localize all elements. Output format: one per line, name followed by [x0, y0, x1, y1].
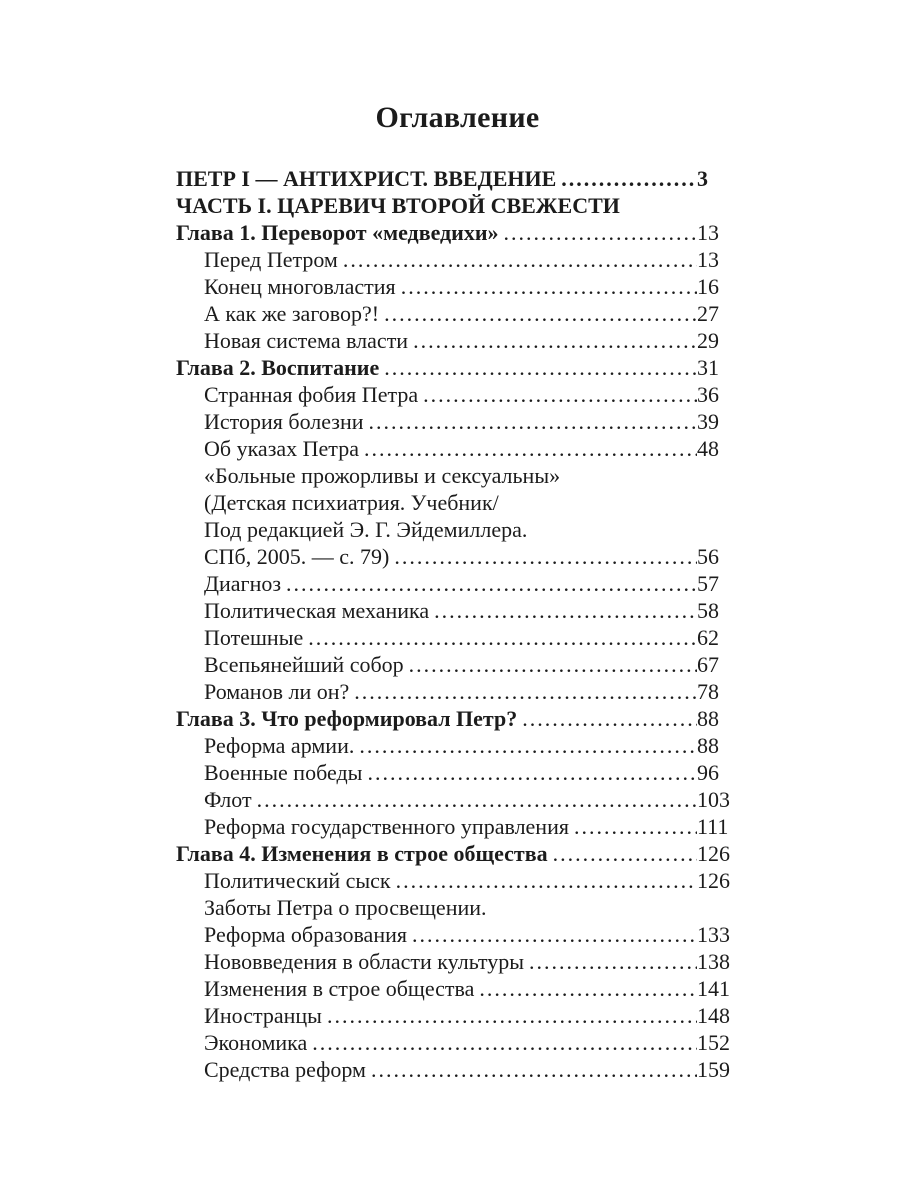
toc-leader-dots: [561, 165, 697, 192]
toc-entry: [176, 678, 739, 705]
toc-entry-label: Реформа образования: [204, 922, 407, 947]
toc-entry: [176, 651, 739, 678]
toc-entry: [176, 948, 739, 975]
toc-entry: [176, 300, 739, 327]
toc-content: [176, 0, 739, 1083]
toc-entry-label: Странная фобия Петра: [204, 382, 419, 407]
toc-entry: [176, 516, 739, 543]
toc-entry-page: 126: [697, 868, 730, 893]
toc-entry-page: 159: [697, 1057, 730, 1082]
toc-leader-dots: [553, 840, 697, 867]
toc-entry: [176, 435, 739, 462]
toc-entry-label: Глава 1. Переворот «медведихи»: [176, 220, 499, 245]
toc-entry-page: 103: [697, 787, 730, 812]
toc-entry: [176, 840, 739, 867]
toc-entry-page: 27: [697, 301, 719, 326]
toc-entry-label: Об указах Петра: [204, 436, 359, 461]
toc-leader-dots: [371, 1056, 697, 1083]
toc-leader-dots: [479, 975, 697, 1002]
toc-entry-label: История болезни: [204, 409, 364, 434]
toc-entry: [176, 273, 739, 300]
toc-leader-dots: [286, 570, 697, 597]
toc-entry-page: 13: [697, 247, 719, 272]
toc-entry-page: 138: [697, 949, 730, 974]
toc-entry: [176, 543, 739, 570]
toc-entry-page: 3: [697, 166, 708, 191]
toc-entry-label: (Детская психиатрия. Учебник/: [204, 490, 499, 515]
toc-entry-label: Глава 2. Воспитание: [176, 355, 380, 380]
toc-leader-dots: [367, 759, 697, 786]
toc-entry-label: Всепьянейший собор: [204, 652, 404, 677]
toc-entry-label: Новая система власти: [204, 328, 409, 353]
toc-entry: [176, 1029, 739, 1056]
toc-entry: [176, 921, 739, 948]
toc-entry-label: Военные победы: [204, 760, 363, 785]
toc-leader-dots: [359, 732, 697, 759]
toc-entry: [176, 327, 739, 354]
toc-entry-page: 88: [697, 706, 719, 731]
toc-leader-dots: [412, 921, 697, 948]
toc-entry-page: 29: [697, 328, 719, 353]
toc-entry-page: 31: [697, 355, 719, 380]
toc-entry-label: Иностранцы: [204, 1003, 322, 1028]
toc-leader-dots: [364, 435, 697, 462]
toc-leader-dots: [522, 705, 697, 732]
toc-entry: [176, 246, 739, 273]
toc-entry-label: Под редакцией Э. Г. Эйдемиллера.: [204, 517, 528, 542]
toc-leader-dots: [327, 1002, 697, 1029]
toc-entry: [176, 489, 739, 516]
toc-leader-dots: [413, 327, 697, 354]
toc-entry: [176, 975, 739, 1002]
toc-leader-dots: [257, 786, 697, 813]
toc-entry-label: Перед Петром: [204, 247, 338, 272]
toc-entry: [176, 894, 739, 921]
toc-leader-dots: [384, 300, 697, 327]
toc-entry: [176, 813, 739, 840]
toc-entry: [176, 705, 739, 732]
toc-entry: [176, 624, 739, 651]
toc-entry-page: 56: [697, 544, 719, 569]
toc-entry-label: Политический сыск: [204, 868, 391, 893]
toc-leader-dots: [343, 246, 697, 273]
toc-leader-dots: [396, 867, 697, 894]
toc-entry-page: 36: [697, 382, 719, 407]
toc-leader-dots: [409, 651, 697, 678]
toc-entry: [176, 1002, 739, 1029]
toc-entry: [176, 786, 739, 813]
toc-entry-page: 16: [697, 274, 719, 299]
toc-leader-dots: [504, 219, 697, 246]
toc-entry-label: Романов ли он?: [204, 679, 350, 704]
toc-entry-page: 78: [697, 679, 719, 704]
toc-entry-label: Заботы Петра о просвещении.: [204, 895, 487, 920]
toc-entry-label: Глава 4. Изменения в строе общества: [176, 841, 548, 866]
toc-entry-page: 111: [697, 814, 729, 839]
toc-leader-dots: [423, 381, 697, 408]
toc-entry-page: 148: [697, 1003, 730, 1028]
toc-entry-page: 133: [697, 922, 730, 947]
toc-leader-dots: [394, 543, 697, 570]
toc-entry-label: «Больные прожорливы и сексуальны»: [204, 463, 561, 488]
toc-entry: [176, 462, 739, 489]
toc-leader-dots: [354, 678, 697, 705]
toc-entry-page: 48: [697, 436, 719, 461]
toc-entry-label: Флот: [204, 787, 252, 812]
toc-entry-page: 58: [697, 598, 719, 623]
toc-entry-label: Реформа армии.: [204, 733, 355, 758]
toc-leader-dots: [401, 273, 697, 300]
toc-entry-page: 126: [697, 841, 730, 866]
toc-entry-page: 67: [697, 652, 719, 677]
toc-entry-label: Средства реформ: [204, 1057, 366, 1082]
toc-entry-page: 57: [697, 571, 719, 596]
toc-leader-dots: [529, 948, 697, 975]
toc-entry-label: Реформа государственного управления: [204, 814, 569, 839]
toc-entry: [176, 1056, 739, 1083]
toc-list: [176, 165, 739, 1083]
toc-entry: [176, 408, 739, 435]
toc-entry-label: ПЕТР I — АНТИХРИСТ. ВВЕДЕНИЕ: [176, 166, 557, 191]
toc-entry: [176, 192, 739, 219]
toc-entry-label: ЧАСТЬ I. ЦАРЕВИЧ ВТОРОЙ СВЕЖЕСТИ: [176, 193, 620, 218]
toc-entry-page: 96: [697, 760, 719, 785]
toc-entry: [176, 867, 739, 894]
toc-leader-dots: [312, 1029, 697, 1056]
toc-entry: [176, 597, 739, 624]
toc-entry-page: 13: [697, 220, 719, 245]
toc-leader-dots: [384, 354, 697, 381]
toc-entry-page: 152: [697, 1030, 730, 1055]
toc-entry: [176, 381, 739, 408]
toc-entry-label: Нововведения в области культуры: [204, 949, 524, 974]
toc-entry: [176, 165, 739, 192]
toc-entry: [176, 570, 739, 597]
toc-entry-page: 141: [697, 976, 730, 1001]
toc-entry: [176, 219, 739, 246]
toc-entry-page: 39: [697, 409, 719, 434]
toc-entry-label: Экономика: [204, 1030, 308, 1055]
page-title: Оглавление: [375, 101, 540, 134]
toc-entry-label: Изменения в строе общества: [204, 976, 475, 1001]
toc-entry-label: А как же заговор?!: [204, 301, 380, 326]
toc-entry-label: Диагноз: [204, 571, 282, 596]
toc-leader-dots: [369, 408, 697, 435]
toc-entry-label: Политическая механика: [204, 598, 430, 623]
toc-entry: [176, 759, 739, 786]
toc-entry-label: Конец многовластия: [204, 274, 396, 299]
toc-entry-page: 88: [697, 733, 719, 758]
toc-entry: [176, 732, 739, 759]
toc-entry: [176, 354, 739, 381]
toc-leader-dots: [574, 813, 697, 840]
toc-entry-label: Потешные: [204, 625, 304, 650]
toc-entry-page: 62: [697, 625, 719, 650]
toc-entry-label: Глава 3. Что реформировал Петр?: [176, 706, 518, 731]
toc-entry-label: СПб, 2005. — с. 79): [204, 544, 390, 569]
toc-leader-dots: [308, 624, 697, 651]
toc-leader-dots: [434, 597, 697, 624]
